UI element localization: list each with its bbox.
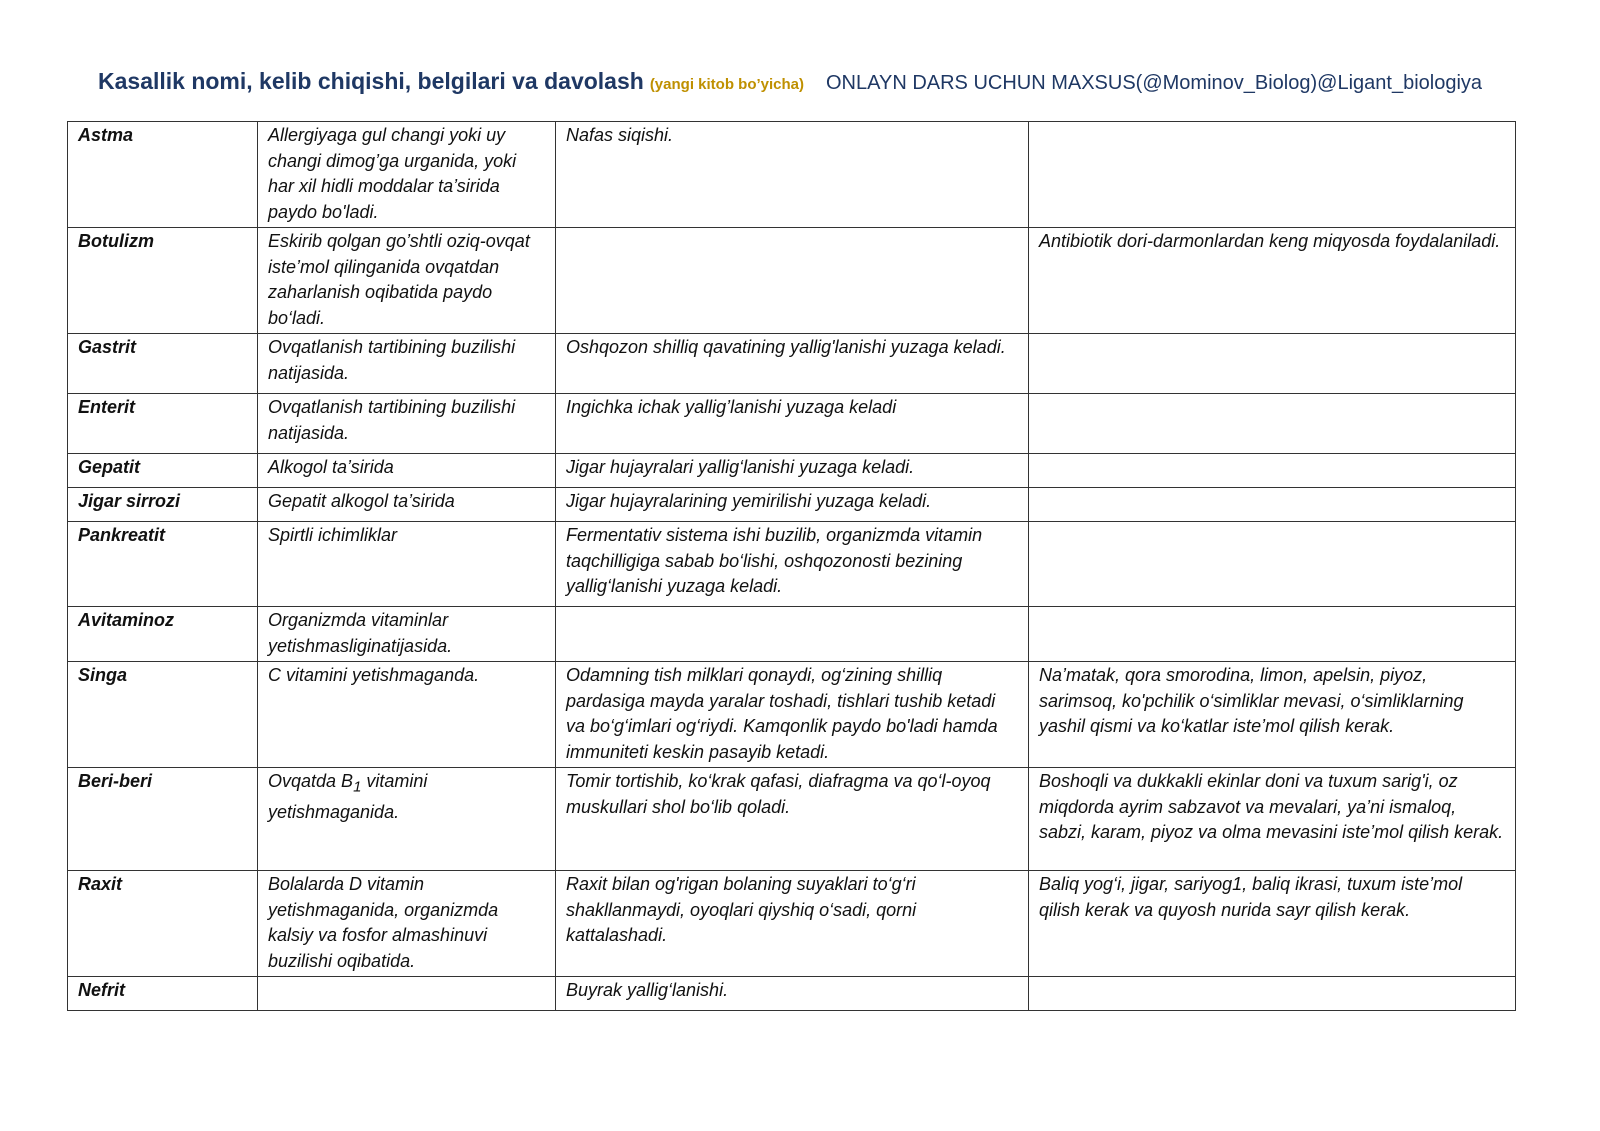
disease-treatment [1029, 522, 1516, 607]
cause-text-suffix: vitamini yetishmaganida. [268, 771, 428, 823]
disease-symptom: Raxit bilan og'rigan bolaning suyaklari to‘g‘ri shakllanmaydi, oyoqlari qiyshiq o‘sadi, qorni kattalashadi. [556, 871, 1029, 977]
disease-name: Gepatit [68, 454, 258, 488]
disease-cause: Spirtli ichimliklar [258, 522, 556, 607]
disease-cause: Eskirib qolgan go’shtli oziq-ovqat iste’mol qilinganida ovqatdan zaharlanish oqibatida paydo bo‘ladi. [258, 228, 556, 334]
disease-treatment [1029, 607, 1516, 662]
disease-cause: Organizmda vitaminlar yetishmasliginatijasida. [258, 607, 556, 662]
disease-symptom: Jigar hujayralarining yemirilishi yuzaga keladi. [556, 488, 1029, 522]
disease-name: Beri-beri [68, 768, 258, 871]
table-row [68, 871, 1516, 977]
table-row [68, 607, 1516, 662]
vitamin-subscript: 1 [353, 778, 362, 796]
disease-treatment: Baliq yog‘i, jigar, sariyog1, baliq ikrasi, tuxum iste’mol qilish kerak va quyosh nurida sayr qilish kerak. [1029, 871, 1516, 977]
cause-text-prefix: Ovqatda B [268, 771, 354, 791]
disease-treatment [1029, 488, 1516, 522]
disease-symptom: Ingichka ichak yallig’lanishi yuzaga keladi [556, 394, 1029, 454]
disease-symptom: Buyrak yallig‘lanishi. [556, 977, 1029, 1011]
disease-name: Singa [68, 662, 258, 768]
disease-table [67, 121, 1516, 1011]
disease-cause: C vitamini yetishmaganda. [258, 662, 556, 768]
disease-name: Nefrit [68, 977, 258, 1011]
disease-name: Gastrit [68, 334, 258, 394]
disease-treatment [1029, 454, 1516, 488]
page-header [98, 68, 1482, 95]
table-row [68, 334, 1516, 394]
disease-name: Botulizm [68, 228, 258, 334]
disease-cause [258, 768, 556, 871]
disease-treatment [1029, 394, 1516, 454]
table-row [68, 122, 1516, 228]
disease-name: Raxit [68, 871, 258, 977]
disease-symptom: Tomir tortishib, ko‘krak qafasi, diafragma va qo‘l-oyoq muskullari shol bo‘lib qoladi. [556, 768, 1029, 871]
disease-cause: Gepatit alkogol ta’sirida [258, 488, 556, 522]
disease-cause: Ovqatlanish tartibining buzilishi natijasida. [258, 334, 556, 394]
disease-name: Avitaminoz [68, 607, 258, 662]
table-row [68, 977, 1516, 1011]
table-row [68, 228, 1516, 334]
channel-credit: ONLAYN DARS UCHUN MAXSUS(@Mominov_Biolog)@Ligant_biologiya [826, 72, 1483, 94]
disease-symptom: Nafas siqishi. [556, 122, 1029, 228]
disease-symptom: Jigar hujayralari yallig‘lanishi yuzaga keladi. [556, 454, 1029, 488]
disease-treatment: Boshoqli va dukkakli ekinlar doni va tuxum sarig'i, oz miqdorda ayrim sabzavot va mevalari, ya’ni ismaloq, sabzi, karam, piyoz va olma mevasini iste’mol qilish kerak. [1029, 768, 1516, 871]
disease-treatment: Na’matak, qora smorodina, limon, apelsin, piyoz, sarimsoq, ko'pchilik o‘simliklar mevasi, o‘simliklarning yashil qismi va ko‘katlar iste’mol qilish kerak. [1029, 662, 1516, 768]
disease-symptom [556, 607, 1029, 662]
disease-name: Astma [68, 122, 258, 228]
table-row [68, 454, 1516, 488]
disease-symptom: Oshqozon shilliq qavatining yallig'lanishi yuzaga keladi. [556, 334, 1029, 394]
page-title: Kasallik nomi, kelib chiqishi, belgilari va davolash [98, 68, 644, 94]
disease-name: Jigar sirrozi [68, 488, 258, 522]
disease-treatment [1029, 122, 1516, 228]
table-row [68, 522, 1516, 607]
disease-symptom: Fermentativ sistema ishi buzilib, organizmda vitamin taqchilligiga sabab bo‘lishi, oshqozonosti bezining yallig‘lanishi yuzaga keladi. [556, 522, 1029, 607]
disease-cause: Bolalarda D vitamin yetishmaganida, organizmda kalsiy va fosfor almashinuvi buzilishi oqibatida. [258, 871, 556, 977]
disease-symptom: Odamning tish milklari qonaydi, og‘zining shilliq pardasiga mayda yaralar toshadi, tishlari tushib ketadi va bo‘g‘imlari og‘riydi. Kamqonlik paydo bo'ladi hamda immuniteti keskin pasayib ketadi. [556, 662, 1029, 768]
disease-name: Enterit [68, 394, 258, 454]
disease-cause: Allergiyaga gul changi yoki uy changi dimog’ga urganida, yoki har xil hidli moddalar ta’sirida paydo bo'ladi. [258, 122, 556, 228]
page-subtitle: (yangi kitob bo’yicha) [649, 76, 804, 93]
disease-treatment [1029, 977, 1516, 1011]
disease-treatment [1029, 334, 1516, 394]
disease-cause: Ovqatlanish tartibining buzilishi natijasida. [258, 394, 556, 454]
table-row [68, 662, 1516, 768]
table-row [68, 394, 1516, 454]
table-row [68, 768, 1516, 871]
table-row [68, 488, 1516, 522]
disease-treatment: Antibiotik dori-darmonlardan keng miqyosda foydalaniladi. [1029, 228, 1516, 334]
disease-symptom [556, 228, 1029, 334]
disease-cause [258, 977, 556, 1011]
disease-name: Pankreatit [68, 522, 258, 607]
disease-cause: Alkogol ta’sirida [258, 454, 556, 488]
